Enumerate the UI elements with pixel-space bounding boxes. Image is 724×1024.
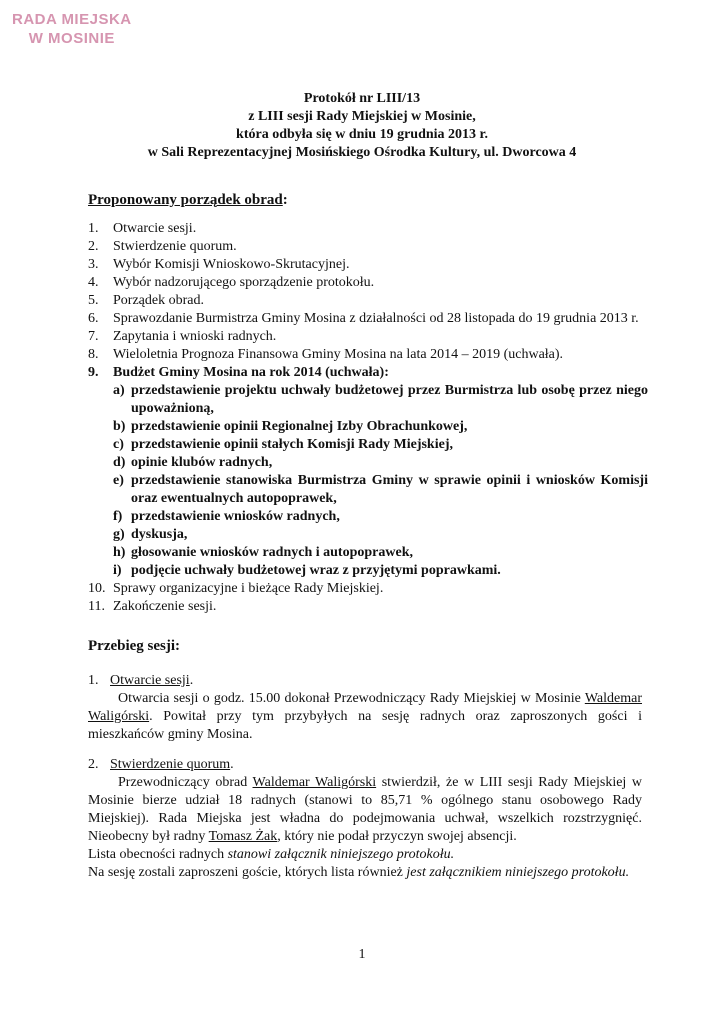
subitem-letter: a)	[113, 383, 125, 398]
agenda-item-text: Sprawy organizacyjne i bieżące Rady Miejskiej.	[113, 581, 384, 596]
agenda-item-number: 9.	[88, 365, 99, 380]
agenda-item	[88, 364, 648, 580]
subitem-letter: i)	[113, 563, 122, 578]
subitem-text: przedstawienie opinii Regionalnej Izby Obrachunkowej,	[131, 419, 468, 434]
section-number: 1.	[88, 673, 99, 688]
section-title: Otwarcie sesji	[110, 673, 190, 688]
council-stamp	[12, 10, 132, 48]
subitem-text: przedstawienie wniosków radnych,	[131, 509, 340, 524]
section-title: Stwierdzenie quorum	[110, 757, 231, 772]
stamp-line-2: W MOSINIE	[28, 30, 115, 47]
agenda-item-text: Sprawozdanie Burmistrza Gminy Mosina z działalności od 28 listopada do 19 grudnia 2013 r.	[113, 311, 639, 326]
proceedings-heading: Przebieg sesji:	[88, 638, 181, 654]
agenda-item-number: 3.	[88, 257, 99, 272]
agenda-subitem	[113, 562, 648, 580]
paragraph-text: Lista obecności radnych	[88, 847, 228, 862]
section-title-end: .	[230, 757, 234, 772]
section-opening	[88, 672, 642, 744]
agenda-item-text: Zakończenie sesji.	[113, 599, 217, 614]
title-line-1: Protokół nr LIII/13	[303, 91, 421, 106]
agenda-heading-colon: :	[282, 192, 288, 208]
subitem-text: opinie klubów radnych,	[131, 455, 273, 470]
agenda-item-number: 5.	[88, 293, 99, 308]
agenda-item-number: 7.	[88, 329, 99, 344]
subitem-letter: f)	[113, 509, 123, 524]
guests-paragraph	[88, 864, 642, 882]
subitem-text: dyskusja,	[131, 527, 188, 542]
agenda-item-number: 10.	[88, 581, 106, 596]
agenda-heading-text: Proponowany porządek obrad	[88, 192, 283, 208]
subitem-letter: h)	[113, 545, 126, 560]
paragraph-text: , który nie podał przyczyn swojej absencji.	[277, 829, 517, 844]
title-line-3: która odbyła się w dniu 19 grudnia 2013 r.	[236, 127, 488, 142]
agenda-item-text: Zapytania i wnioski radnych.	[113, 329, 277, 344]
agenda-subitem	[113, 418, 648, 436]
section-quorum-title	[88, 756, 642, 774]
subitem-text: przedstawienie stanowiska Burmistrza Gminy w sprawie opinii i wniosków Komisji oraz ewentualnych autopoprawek,	[131, 473, 648, 506]
agenda-item-text: Wieloletnia Prognoza Finansowa Gminy Mosina na lata 2014 – 2019 (uchwała).	[113, 347, 564, 362]
agenda-item-text: Wybór nadzorującego sporządzenie protokołu.	[113, 275, 375, 290]
protocol-title	[60, 90, 664, 162]
paragraph-text: Na sesję zostali zaproszeni goście, których lista również	[88, 865, 407, 880]
agenda-subitem	[113, 382, 648, 418]
agenda-subitem	[113, 436, 648, 454]
agenda-subitem	[113, 508, 648, 526]
subitem-text: przedstawienie opinii stałych Komisji Rady Miejskiej,	[131, 437, 453, 452]
section-title-end: .	[189, 673, 194, 688]
agenda-item-number: 6.	[88, 311, 99, 326]
agenda-item	[88, 256, 648, 274]
agenda-item-text: Otwarcie sesji.	[113, 221, 197, 236]
subitem-letter: g)	[113, 527, 125, 542]
budget-subitems	[113, 382, 648, 580]
paragraph-text: Otwarcia sesji o godz. 15.00 dokonał Przewodniczący Rady Miejskiej w Mosinie	[118, 691, 585, 706]
agenda-item-text: Wybór Komisji Wnioskowo-Skrutacyjnej.	[113, 257, 350, 272]
agenda-subitem	[113, 472, 648, 508]
agenda-item-number: 4.	[88, 275, 99, 290]
agenda-item	[88, 598, 648, 616]
chairman-name: Waldemar Waligórski	[88, 691, 642, 724]
agenda-item-text: Stwierdzenie quorum.	[113, 239, 237, 254]
paragraph-text: Przewodniczący obrad	[118, 775, 253, 790]
agenda-item	[88, 310, 648, 328]
agenda-item	[88, 220, 648, 238]
agenda-item	[88, 238, 648, 256]
page-number: 1	[358, 947, 366, 962]
opening-paragraph	[88, 690, 642, 744]
section-number: 2.	[88, 757, 99, 772]
agenda-item-number: 8.	[88, 347, 99, 362]
subitem-letter: d)	[113, 455, 126, 470]
agenda-item-number: 2.	[88, 239, 99, 254]
agenda-item	[88, 346, 648, 364]
agenda-item-number: 1.	[88, 221, 99, 236]
guests-note: jest załącznikiem niniejszego protokołu.	[406, 865, 630, 880]
subitem-text: podjęcie uchwały budżetowej wraz z przyjętymi poprawkami.	[131, 563, 501, 578]
chairman-name: Waldemar Waligórski	[252, 775, 377, 790]
agenda-item-number: 11.	[88, 599, 105, 614]
subitem-text: przedstawienie projektu uchwały budżetowej przez Burmistrza lub osobę przez niego upoważnioną,	[131, 383, 648, 416]
attendance-note: stanowi załącznik niniejszego protokołu.	[227, 847, 455, 862]
agenda-item	[88, 292, 648, 310]
agenda-item-text: Budżet Gminy Mosina na rok 2014 (uchwała):	[113, 365, 389, 380]
agenda-subitem	[113, 454, 648, 472]
subitem-letter: b)	[113, 419, 126, 434]
agenda-list	[88, 220, 648, 616]
attendance-paragraph	[88, 846, 642, 864]
paragraph-text: stwierdził, że w LIII sesji Rady Miejskiej w Mosinie bierze udział 18 radnych (stanowi to 85,71 % ogólnego stanu osobowego Rady Miejskiej). Rada Miejska jest władna do podejmowania uchwał, wszelkich rozstrzygnięć. Nieobecny był radny	[88, 775, 643, 844]
quorum-paragraph	[88, 774, 642, 846]
title-line-4: w Sali Reprezentacyjnej Mosińskiego Ośrodka Kultury, ul. Dworcowa 4	[147, 145, 577, 160]
absent-councillor-name: Tomasz Żak	[208, 829, 278, 844]
subitem-letter: e)	[113, 473, 124, 488]
agenda-item	[88, 580, 648, 598]
agenda-subitem	[113, 526, 648, 544]
paragraph-text: . Powitał przy tym przybyłych na sesję radnych oraz zaproszonych gości i mieszkańców gminy Mosina.	[88, 709, 642, 742]
stamp-line-1: RADA MIEJSKA	[12, 11, 132, 28]
section-opening-title	[88, 672, 642, 690]
agenda-heading	[88, 191, 288, 209]
agenda-subitem	[113, 544, 648, 562]
agenda-item-text: Porządek obrad.	[113, 293, 204, 308]
section-quorum	[88, 756, 642, 882]
agenda-item	[88, 274, 648, 292]
title-line-2: z LIII sesji Rady Miejskiej w Mosinie,	[248, 109, 476, 124]
subitem-letter: c)	[113, 437, 124, 452]
agenda-item	[88, 328, 648, 346]
subitem-text: głosowanie wniosków radnych i autopoprawek,	[131, 545, 413, 560]
